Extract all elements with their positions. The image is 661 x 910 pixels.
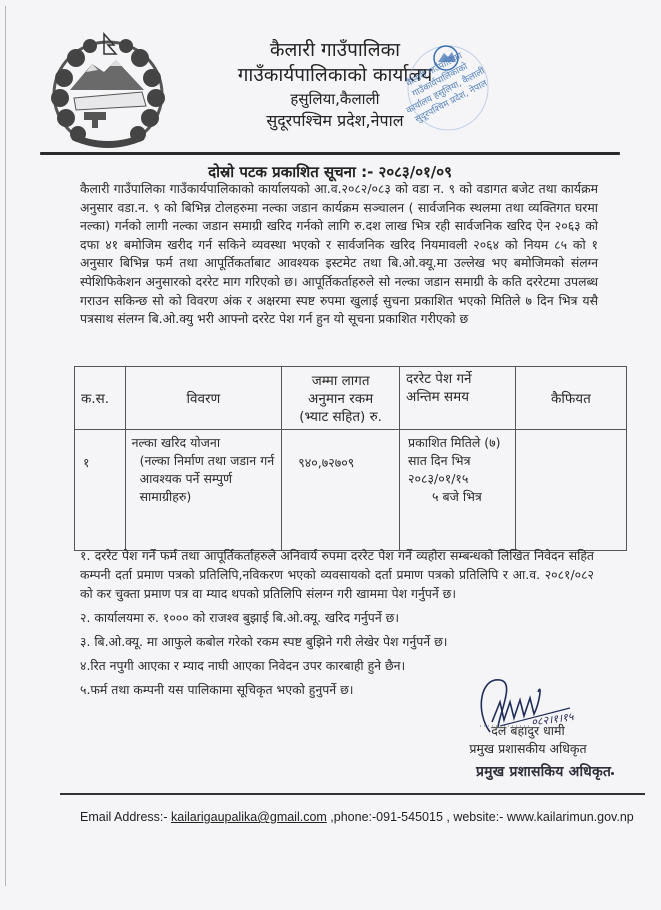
row-title: नल्का खरिद योजना: [131, 435, 221, 450]
table-header-row: [75, 367, 627, 430]
office-province: सुदूरपश्चिम प्रदेश,नेपाल: [266, 111, 404, 130]
row-sn: १: [75, 430, 126, 551]
office-stamp: [390, 42, 490, 138]
header-deadline: [400, 367, 516, 430]
row-remarks: [515, 430, 626, 551]
footer-contact: [80, 810, 650, 824]
condition-item: ४.रित नपुगी आएका र म्याद नाघी आएका निवेदन उपर कारबाही हुने छैन।: [80, 658, 406, 673]
website-text[interactable]: website:- www.kailarimun.gov.np: [453, 810, 634, 824]
seal-dot: [611, 772, 614, 775]
designation-seal: प्रमुख प्रशासकिय अधिकृत: [476, 764, 612, 780]
signatory-title: प्रमुख प्रशासकीय अधिकृत: [469, 741, 587, 756]
nepal-coat-of-arms-icon: [46, 28, 170, 152]
row-description: [125, 430, 282, 551]
signatory-block: [448, 722, 608, 758]
signatory-name: दल बहादुर धामी: [491, 723, 565, 738]
deadline-line: प्रकाशित मितिले (७): [408, 435, 501, 450]
row-amount: ९४०,७२७०९: [282, 430, 400, 551]
header-amount-line: जम्मा लागत: [311, 373, 370, 389]
condition-item: २. कार्यालयमा रु. १००० को राजश्व बुझाई बि.ओ.क्यू. खरिद गर्नुपर्ने छ।: [80, 610, 400, 625]
deadline-line: २०८३/०१/१५: [408, 471, 469, 486]
email-link[interactable]: kailarigaupalika@gmail.com: [171, 810, 327, 824]
header-remarks: कैफियत: [515, 367, 626, 430]
tender-table: [74, 366, 627, 551]
header-sn: क.स.: [75, 367, 126, 430]
row-deadline: [400, 430, 516, 551]
table-row: [75, 430, 627, 551]
phone-text: ,phone:-091-545015 ,: [326, 810, 454, 824]
header-deadline-line: अन्तिम समय: [406, 389, 470, 405]
footer-divider: [60, 793, 645, 795]
scan-edge-line: [5, 6, 6, 886]
deadline-line: सात दिन भित्र: [408, 453, 471, 468]
header-divider: [40, 152, 620, 155]
municipality-name: कैलारी गाउँपालिका: [269, 39, 401, 61]
condition-item: १. दररेट पेश गर्ने फर्म तथा आपूर्तिकर्ताहरुले अनिवार्य रुपमा दररेट पेश गर्ने व्यहोरा सम्बन्धको लिखित निवेदन सहित कम्पनी दर्ता प्रमाण पत्रको प्रतिलिपि,नविकरण भएको व्यवसायको दर्ता प्रमाण पत्रको प्रतिलिपि र आ.व. २०८१/०८२ को कर चुक्ता प्रमाण पत्र वा म्याद थपको प्रतिलिपि संलग्न गरी खाममा पेश गर्नुपर्ने छ।: [80, 548, 594, 601]
header-description: विवरण: [125, 367, 282, 430]
header-amount-line: (भ्याट सहित) रु.: [299, 409, 382, 425]
stamp-text: कैलारी गाउँपालिका गाउँकार्यपालिकाको कार्यालय हसुलिया, कैलाली सुदूरपश्चिम प्रदेश, नेपाल: [404, 51, 490, 126]
deadline-line: ५ बजे भित्र: [432, 489, 482, 504]
signature-date: ०८२।१।१५: [530, 710, 575, 729]
condition-item: ५.फर्म तथा कम्पनी यस पालिकामा सूचिकृत भएको हुनुपर्ने छ।: [80, 682, 354, 697]
office-name: गाउँकार्यपालिकाको कार्यालय: [237, 64, 433, 86]
header-amount: [282, 367, 400, 430]
row-detail: (नल्का निर्माण तथा जडान गर्न आवश्यक पर्ने सम्पुर्ण सामाग्रीहरु): [139, 453, 275, 504]
header-amount-line: अनुमान रकम: [308, 391, 374, 407]
header-deadline-line: दररेट पेश गर्ने: [406, 371, 472, 387]
notice-heading: दोस्रो पटक प्रकाशित सूचना :- २०८३/०१/०९: [208, 163, 452, 181]
notice-body: कैलारी गाउँपालिका गाउँकार्यपालिकाको कार्यालयको आ.व.२०८२/०८३ को वडा न. ९ को वडागत बजेट तथा कार्यक्रम अनुसार वडा.न. ९ को बिभिन्न टोलहरुमा नल्का जडान कार्यक्रम सञ्चालन ( सार्वजनिक स्थलमा तथा व्यक्तिगत घरमा नल्का) गर्नको लागी नल्का जडान समाग्री खरिद गर्नको लागि रु.दश लाख भित्र रही सार्वजनिक खरिद ऐन २०६३ को दफा ४१ बमोजिम खरीद गर्न सकिने व्यवस्था भएको र सार्वजनिक खरिद नियमावली २०६४ को नियम ८५ को १ अनुसार बिभिन्न फर्म तथा आपूर्तिकर्ताबाट आवश्यक इस्टमेट तथा बि.ओ.क्यू.मा उल्लेख भए बमोजिमको संलग्न स्पेशिफिकेशन अनुसारको दररेट माग गरिएको छ। आपूर्तिकर्ताहरुले सो नल्का जडान समाग्री के कति दररेटमा उपलब्ध गराउन सकिन्छ सो को विवरण अंक र अक्षरमा स्पष्ट रुपमा खुलाई सुचना प्रकाशित भएको मितिले ७ दिन भित्र यसै पत्रसाथ संलग्न बि.ओ.क्यु भरी आफ्नो दररेट पेश गर्न हुन यो सूचना प्रकाशित गरीएको छ: [80, 181, 598, 327]
office-address: हसुलिया,कैलाली: [290, 90, 380, 108]
email-label: Email Address:-: [80, 810, 172, 824]
condition-item: ३. बि.ओ.क्यू. मा आफुले कबोल गरेको रकम स्पष्ट बुझिने गरी लेखेर पेश गर्नुपर्ने छ।: [80, 634, 448, 649]
